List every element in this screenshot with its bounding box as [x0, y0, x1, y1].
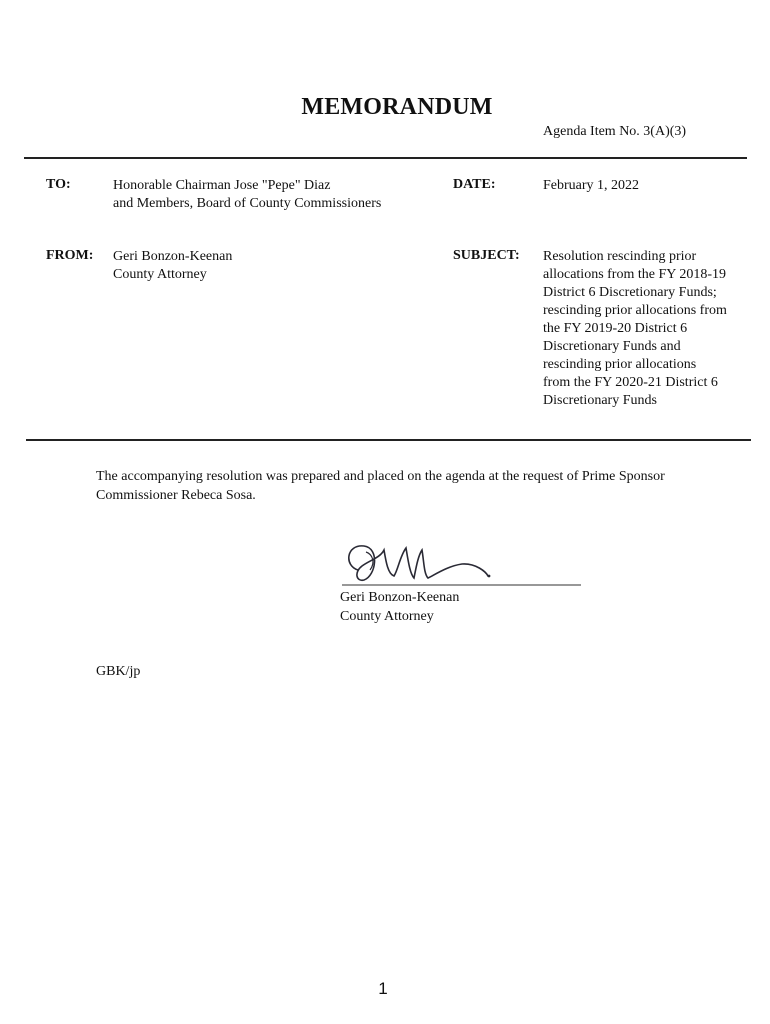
header-divider-bottom — [26, 439, 751, 441]
page-number: 1 — [378, 979, 388, 998]
subject-line: allocations from the FY 2018-19 — [543, 267, 727, 282]
body-line: Commissioner Rebeca Sosa. — [96, 488, 256, 503]
signature-block — [340, 588, 459, 626]
signer-title: County Attorney — [340, 609, 434, 624]
to-line-2: and Members, Board of County Commissioners — [113, 196, 382, 211]
handwritten-signature — [336, 536, 586, 592]
subject-line: Discretionary Funds and — [543, 339, 681, 354]
subject-line: Resolution rescinding prior — [543, 249, 697, 264]
to-label: TO: — [46, 177, 71, 192]
agenda-item-number: Agenda Item No. 3(A)(3) — [543, 124, 687, 139]
date-value: February 1, 2022 — [543, 178, 640, 193]
subject-line: the FY 2019-20 District 6 — [543, 321, 688, 336]
subject-label: SUBJECT: — [453, 248, 520, 263]
typist-initials: GBK/jp — [96, 664, 141, 679]
memo-body — [96, 467, 736, 505]
subject-line: from the FY 2020-21 District 6 — [543, 375, 718, 390]
header-divider-top — [24, 157, 747, 159]
from-label: FROM: — [46, 248, 94, 263]
subject-line: rescinding prior allocations — [543, 357, 697, 372]
memo-title: MEMORANDUM — [301, 94, 493, 120]
to-line-1: Honorable Chairman Jose "Pepe" Diaz — [113, 178, 331, 193]
from-line-1: Geri Bonzon-Keenan — [113, 249, 233, 264]
body-line: The accompanying resolution was prepared and placed on the agenda at the request of Prime Sponsor — [96, 469, 665, 484]
subject-line: Discretionary Funds — [543, 393, 657, 408]
subject-line: District 6 Discretionary Funds; — [543, 285, 717, 300]
signer-name: Geri Bonzon-Keenan — [340, 590, 460, 605]
subject-text — [543, 248, 753, 410]
from-line-2: County Attorney — [113, 267, 207, 282]
date-label: DATE: — [453, 177, 496, 192]
subject-line: rescinding prior allocations from — [543, 303, 727, 318]
